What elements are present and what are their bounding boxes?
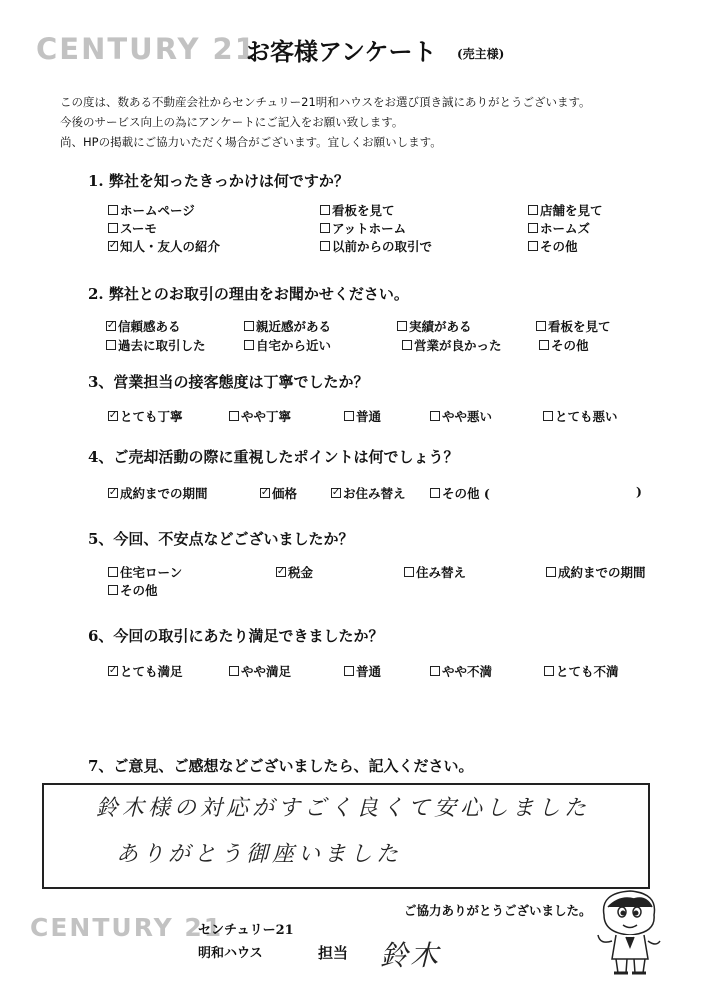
option-checkbox[interactable] [404,563,466,581]
option-label: 成約までの期間 [558,565,646,580]
thanks-text: ご協力ありがとうございました。 [404,903,592,918]
option-checkbox[interactable] [430,662,492,680]
intro-line: この度は、数ある不動産会社からセンチュリー21明和ハウスをお選び頂き誠にありがとうございます。 [60,95,591,109]
checkbox-icon[interactable] [528,223,538,233]
option-checkbox[interactable] [108,581,158,599]
footer-logo: CENTURY 21 [30,913,224,942]
option-label: 営業が良かった [414,338,502,353]
option-label: 普通 [356,409,382,424]
checkbox-icon[interactable] [320,223,330,233]
staff-label: 担当 [318,944,349,962]
option-label: 成約までの期間 [120,486,208,501]
comment-line-1: 鈴木様の対応がすごく良くて安心しました [96,796,591,821]
option-checkbox[interactable] [320,201,395,219]
option-label: その他 [120,583,158,598]
comment-box[interactable] [42,783,650,889]
question-3: 3、営業担当の接客態度は丁寧でしたか？ [88,373,369,391]
checkbox-icon[interactable] [528,241,538,251]
checkbox-icon[interactable]: ✓ [108,240,118,251]
option-checkbox[interactable] [402,336,502,354]
intro-line: 尚、HPの掲載にご協力いただく場合がございます。宜しくお願いします。 [60,135,442,149]
option-checkbox[interactable] [536,317,611,335]
checkbox-icon[interactable] [539,340,549,350]
checkbox-icon[interactable] [344,411,354,421]
option-checkbox[interactable] [430,484,490,502]
question-4: 4、ご売却活動の際に重視したポイントは何でしょう？ [88,448,459,466]
question-1: 1. 弊社を知ったきっかけは何ですか？ [88,172,349,190]
checkbox-icon[interactable] [546,567,556,577]
mascot-illustration [590,885,670,980]
checkbox-icon[interactable] [108,567,118,577]
option-label: 以前からの取引で [332,239,433,254]
option-label: 店舗を見て [540,203,603,218]
checkbox-icon[interactable] [528,205,538,215]
checkbox-icon[interactable] [544,666,554,676]
checkbox-icon[interactable] [536,321,546,331]
intro-text [60,92,591,152]
checkbox-icon[interactable]: ✓ [106,320,116,331]
option-checkbox[interactable] [320,219,406,237]
option-checkbox[interactable] [539,336,589,354]
option-label: 親近感がある [256,319,332,334]
option-label: 看板を見て [548,319,611,334]
checkbox-icon[interactable] [229,411,239,421]
option-checkbox[interactable] [244,317,331,335]
option-label: とても不満 [556,664,619,679]
checkbox-icon[interactable] [244,340,254,350]
option-label: その他 [551,338,589,353]
option-label: 住み替え [416,565,467,580]
option-label: とても悪い [555,409,618,424]
option-checkbox[interactable] [331,484,406,502]
option-checkbox[interactable] [528,201,603,219]
checkbox-icon[interactable] [430,488,440,498]
option-label: やや悪い [442,409,493,424]
option-checkbox[interactable] [430,407,492,425]
company-name: センチュリー21 [198,923,294,938]
checkbox-icon[interactable] [320,205,330,215]
checkbox-icon[interactable] [543,411,553,421]
option-checkbox[interactable] [108,484,208,502]
checkbox-icon[interactable] [430,411,440,421]
option-checkbox[interactable] [108,563,182,581]
option-checkbox[interactable] [108,407,183,425]
header-logo: CENTURY 21 [36,32,257,66]
option-label: お住み替え [343,486,406,501]
option-checkbox[interactable] [528,237,578,255]
checkbox-icon[interactable] [229,666,239,676]
option-checkbox[interactable] [108,201,195,219]
checkbox-icon[interactable]: ✓ [331,487,341,498]
option-checkbox[interactable] [344,662,381,680]
checkbox-icon[interactable] [404,567,414,577]
checkbox-icon[interactable] [402,340,412,350]
staff-signature: 鈴木 [380,939,441,972]
option-label: 税金 [288,565,314,580]
option-checkbox[interactable] [397,317,472,335]
option-checkbox[interactable] [260,484,297,502]
option-checkbox[interactable] [544,662,619,680]
option-label: ホームズ [540,221,591,236]
checkbox-icon[interactable] [397,321,407,331]
intro-line: 今後のサービス向上の為にアンケートにご記入をお願い致します。 [60,115,404,129]
option-checkbox[interactable] [320,237,432,255]
other-close-paren: ) [636,484,642,499]
option-checkbox[interactable] [244,336,331,354]
option-label: とても丁寧 [120,409,183,424]
checkbox-icon[interactable] [344,666,354,676]
checkbox-icon[interactable] [106,340,116,350]
option-checkbox[interactable] [528,219,590,237]
option-checkbox[interactable] [229,407,291,425]
option-label: やや丁寧 [241,409,292,424]
checkbox-icon[interactable]: ✓ [108,487,118,498]
checkbox-icon[interactable] [244,321,254,331]
option-label: やや不満 [442,664,493,679]
option-label: 住宅ローン [120,565,183,580]
option-checkbox[interactable] [108,219,157,237]
option-checkbox[interactable] [108,237,220,255]
option-checkbox[interactable] [229,662,291,680]
page-title: お客様アンケート [246,37,437,66]
option-label: その他 ( [442,486,490,501]
option-checkbox[interactable] [546,563,646,581]
option-checkbox[interactable] [108,662,183,680]
page-title-sub: (売主様) [457,47,505,61]
option-label: その他 [540,239,578,254]
option-label: 知人・友人の紹介 [120,239,221,254]
comment-line-2: ありがとう御座いました [116,842,403,867]
option-label: 信頼感ある [118,319,181,334]
checkbox-icon[interactable] [108,585,118,595]
checkbox-icon[interactable]: ✓ [260,487,270,498]
checkbox-icon[interactable]: ✓ [108,410,118,421]
checkbox-icon[interactable]: ✓ [276,566,286,577]
option-label: とても満足 [120,664,183,679]
option-label: ホームページ [120,203,195,218]
option-checkbox[interactable] [276,563,313,581]
company-branch: 明和ハウス [198,946,263,961]
checkbox-icon[interactable] [430,666,440,676]
question-2: 2. 弊社とのお取引の理由をお聞かせください。 [88,285,409,303]
checkbox-icon[interactable] [108,223,118,233]
checkbox-icon[interactable]: ✓ [108,665,118,676]
checkbox-icon[interactable] [108,205,118,215]
option-label: スーモ [120,221,157,236]
option-checkbox[interactable] [106,336,206,354]
option-label: 実績がある [409,319,472,334]
option-label: アットホーム [332,221,407,236]
question-6: 6、今回の取引にあたり満足できましたか？ [88,627,384,645]
option-label: 看板を見て [332,203,395,218]
question-5: 5、今回、不安点などございましたか？ [88,530,354,548]
question-7: 7、ご意見、ご感想などございましたら、記入ください。 [88,757,474,775]
option-label: 価格 [272,486,298,501]
option-checkbox[interactable] [106,317,181,335]
option-label: 過去に取引した [118,338,206,353]
option-checkbox[interactable] [543,407,618,425]
checkbox-icon[interactable] [320,241,330,251]
option-checkbox[interactable] [344,407,381,425]
option-label: 自宅から近い [256,338,332,353]
option-label: やや満足 [241,664,292,679]
option-label: 普通 [356,664,382,679]
